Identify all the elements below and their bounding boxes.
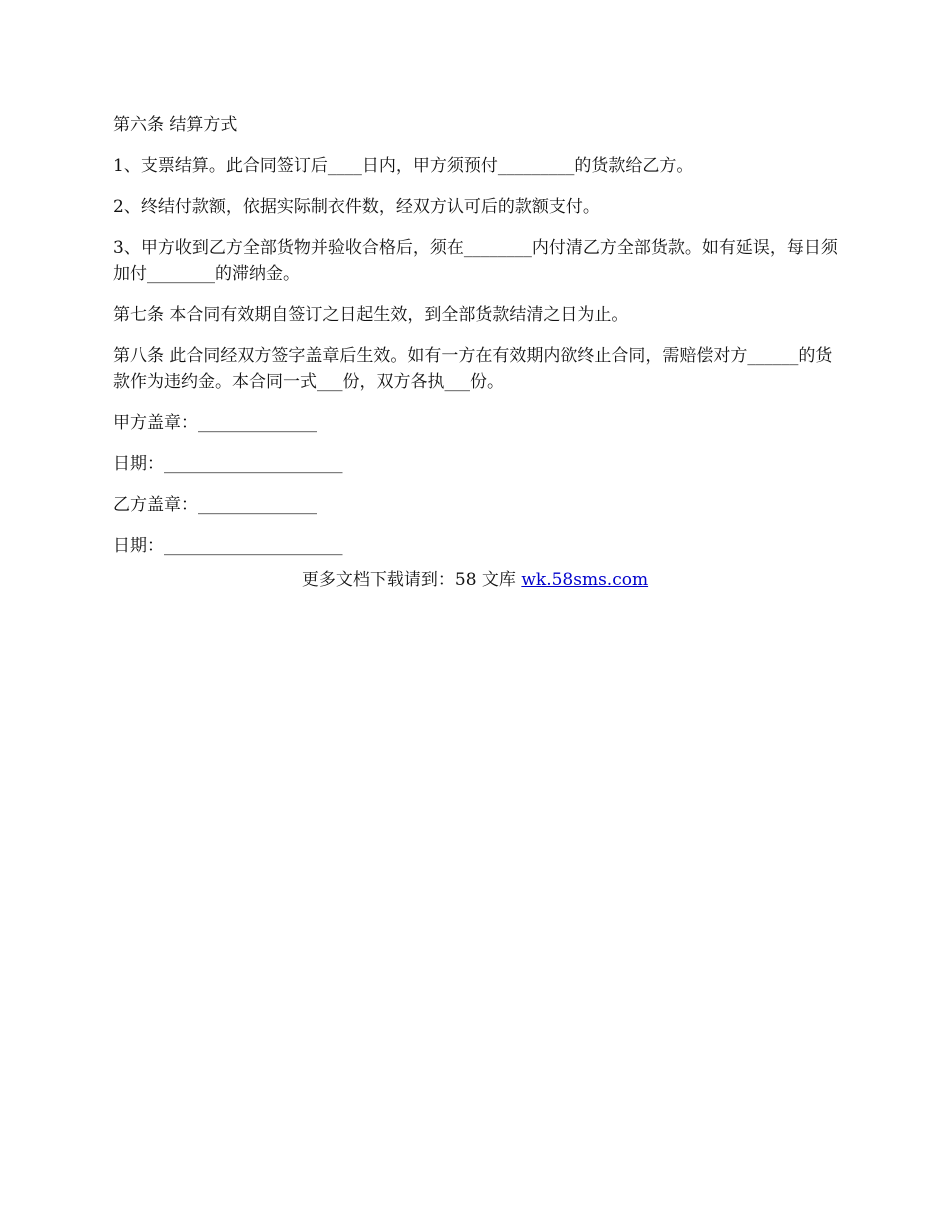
- clause-2-final-payment: 2、终结付款额，依据实际制衣件数，经双方认可后的款额支付。: [113, 197, 600, 217]
- section-seven-validity: 第七条 本合同有效期自签订之日起生效，到全部货款结清之日为止。: [113, 305, 629, 325]
- download-footer: [0, 567, 950, 593]
- section-eight-termination: 第八条 此合同经双方签字盖章后生效。如有一方在有效期内欲终止合同，需赔偿对方______的货款作为违约金。本合同一式___份，双方各执___份。: [113, 346, 833, 392]
- footer-prefix-text: 更多文档下载请到：58 文库: [301, 570, 522, 590]
- section-six-heading: 第六条 结算方式: [113, 115, 238, 135]
- party-a-date-line: 日期：_____________________: [113, 454, 343, 474]
- party-b-seal-line: 乙方盖章：______________: [113, 495, 317, 515]
- clause-3-payment-deadline: 3、甲方收到乙方全部货物并验收合格后，须在________内付清乙方全部货款。如有延误，每日须加付________的滞纳金。: [113, 238, 838, 284]
- party-b-date-line: 日期：_____________________: [113, 536, 343, 556]
- document-body: [113, 112, 841, 574]
- footer-site-link[interactable]: wk.58sms.com: [521, 570, 649, 590]
- party-a-seal-line: 甲方盖章：______________: [113, 413, 317, 433]
- clause-1-check-settlement: 1、支票结算。此合同签订后____日内，甲方须预付_________的货款给乙方。: [113, 156, 694, 176]
